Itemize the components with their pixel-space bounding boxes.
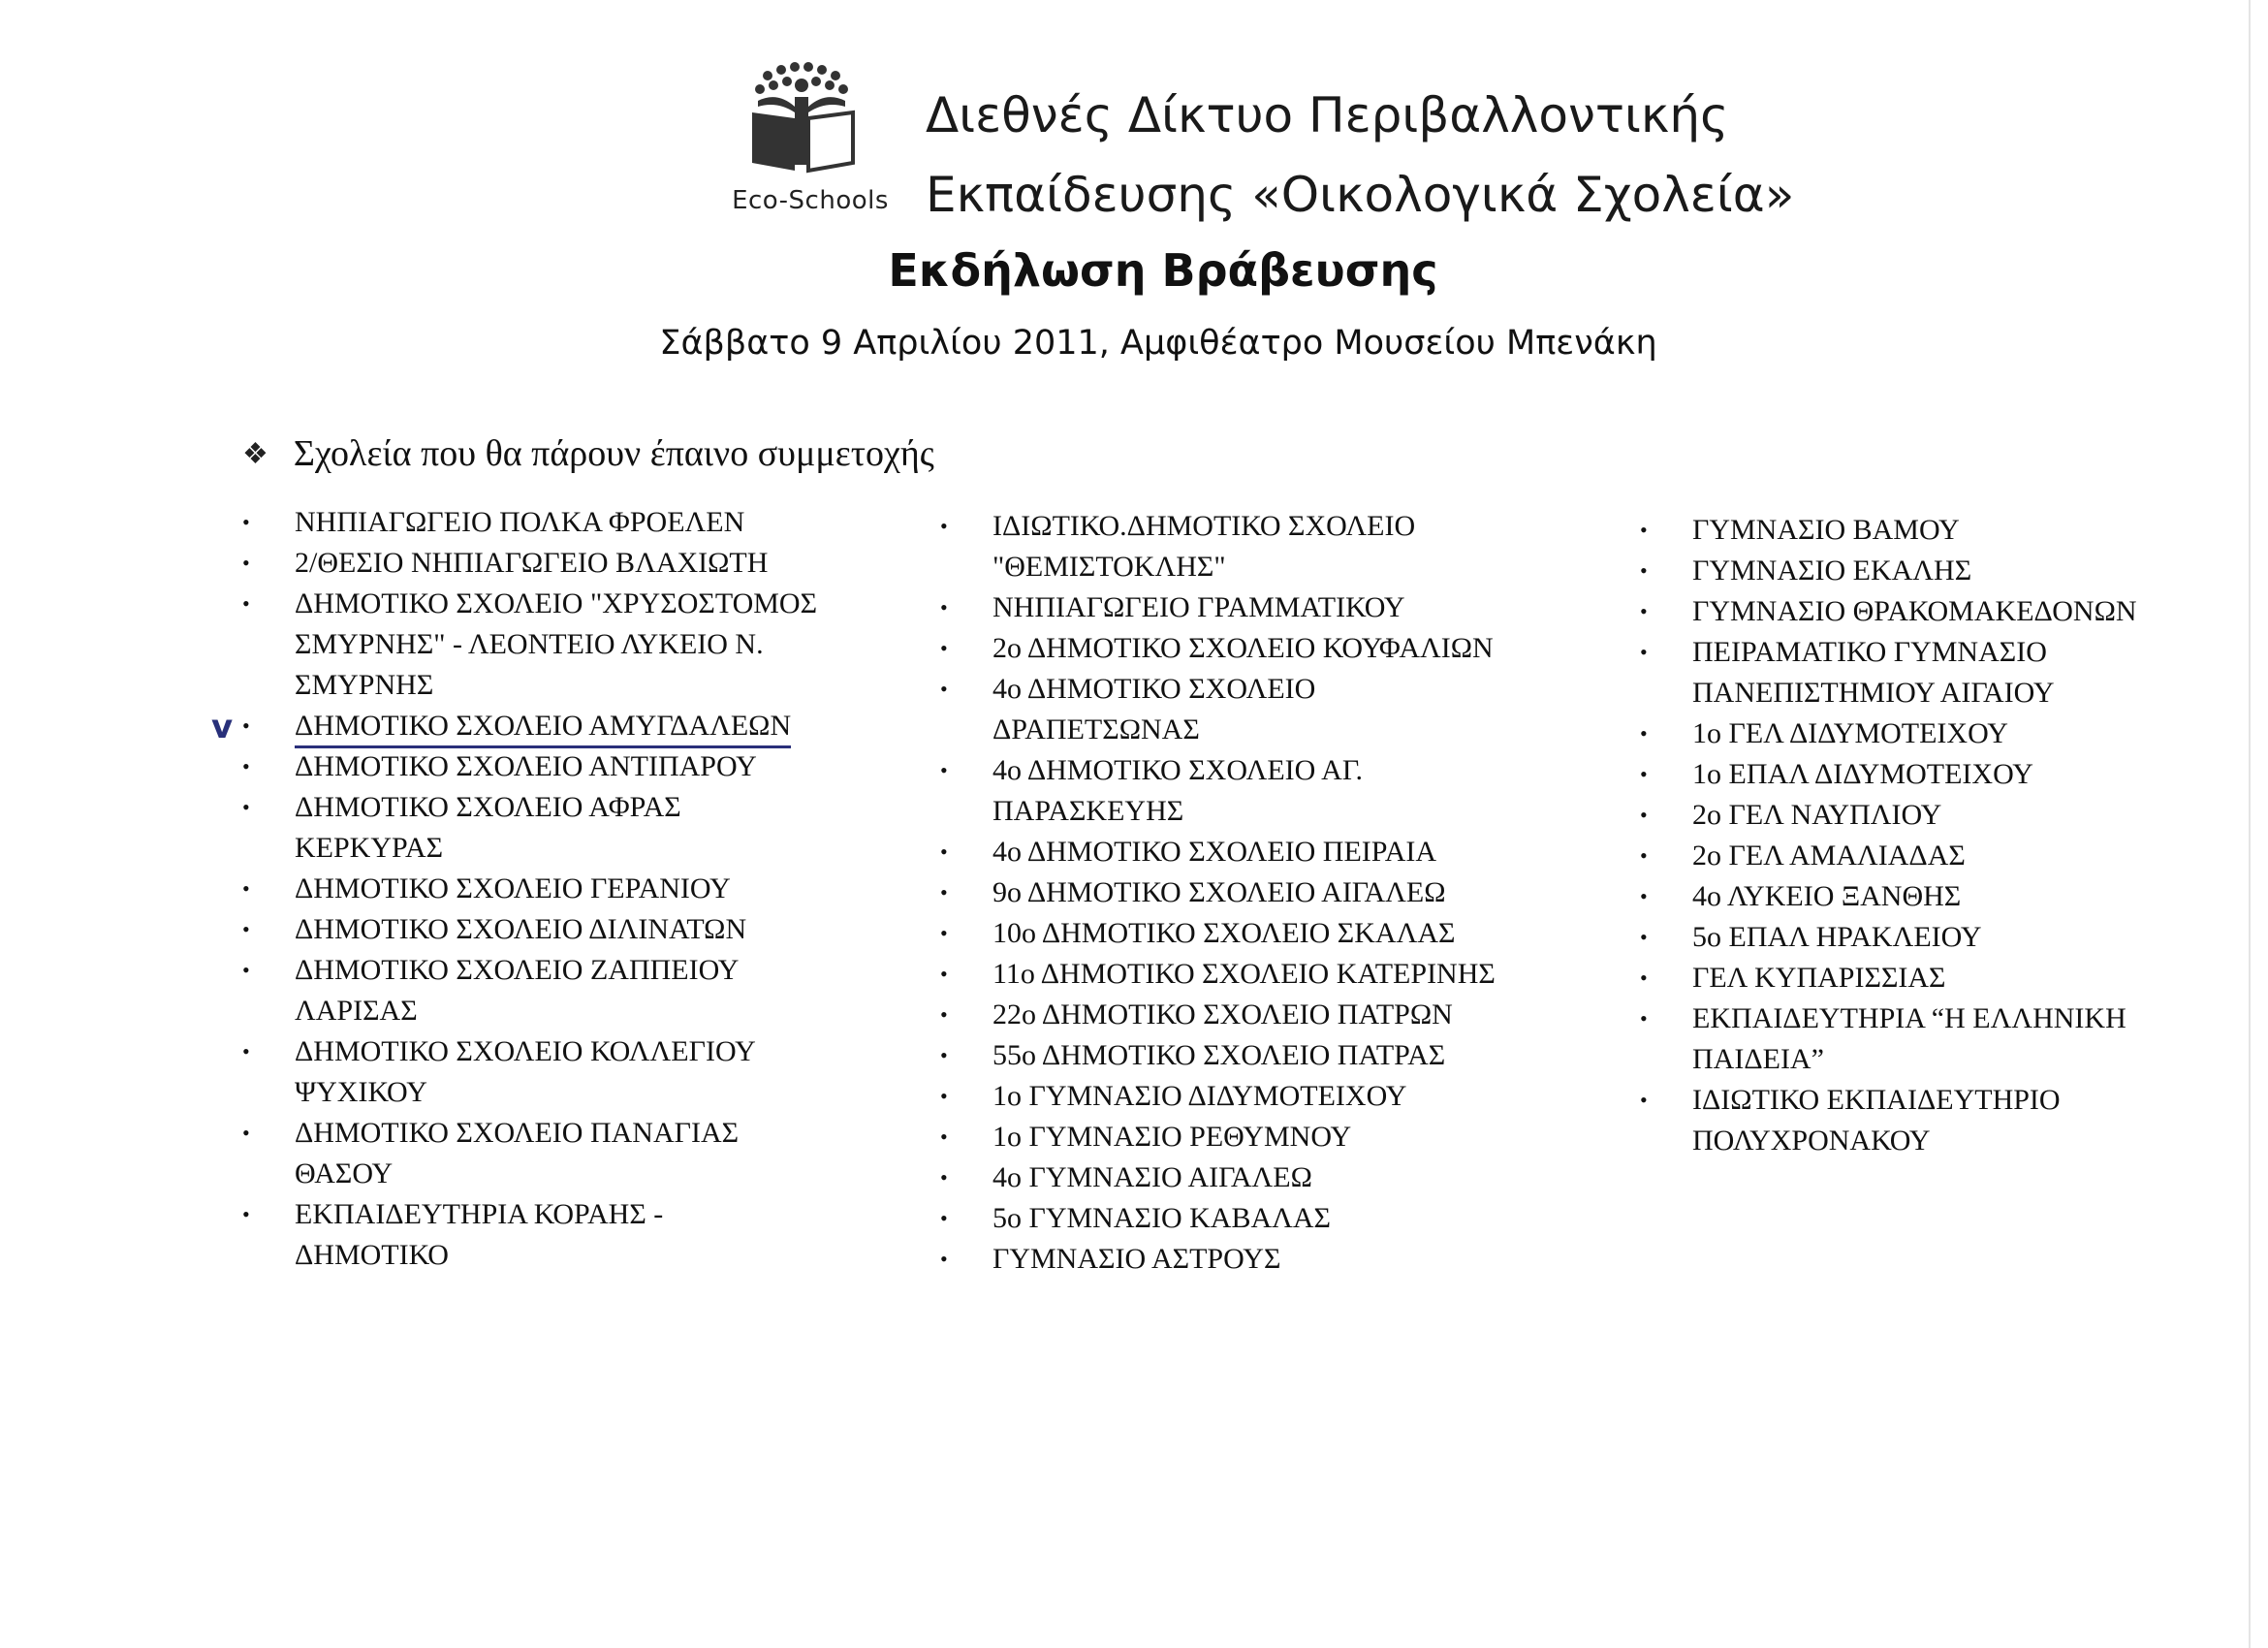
bullet-icon: • <box>1640 884 1648 908</box>
school-name-line: ΝΗΠΙΑΓΩΓΕΙΟ ΓΡΑΜΜΑΤΙΚΟΥ <box>992 591 1405 623</box>
school-list-item <box>940 954 1555 995</box>
bullet-icon: • <box>242 1202 250 1226</box>
school-list-item <box>242 1194 857 1276</box>
school-name-line: 1ο ΓΥΜΝΑΣΙΟ ΔΙΔΥΜΟΤΕΙΧΟΥ <box>992 1080 1407 1112</box>
school-list-item <box>242 543 857 584</box>
school-name-line: ΨΥΧΙΚΟΥ <box>295 1076 427 1108</box>
school-name-line: 5ο ΓΥΜΝΑΣΙΟ ΚΑΒΑΛΑΣ <box>992 1202 1332 1234</box>
school-name-line: ΠΕΙΡΑΜΑΤΙΚΟ ΓΥΜΝΑΣΙΟ <box>1692 636 2047 668</box>
bullet-icon: • <box>1640 640 1648 664</box>
school-name-line: 11ο ΔΗΜΟΤΙΚΟ ΣΧΟΛΕΙΟ ΚΑΤΕΡΙΝΗΣ <box>992 958 1496 990</box>
school-list-item <box>1640 998 2177 1080</box>
school-name-line: 4ο ΓΥΜΝΑΣΙΟ ΑΙΓΑΛΕΩ <box>992 1161 1312 1193</box>
bullet-icon: • <box>1640 1088 1648 1112</box>
school-name-line: ΔΡΑΠΕΤΣΩΝΑΣ <box>992 713 1200 745</box>
bullet-icon: • <box>940 636 948 660</box>
school-name-line: 5ο ΕΠΑΛ ΗΡΑΚΛΕΙΟΥ <box>1692 921 1982 953</box>
bullet-icon: • <box>1640 843 1648 868</box>
bullet-icon: • <box>940 1206 948 1230</box>
school-name-line: ΚΕΡΚΥΡΑΣ <box>295 832 444 864</box>
bullet-icon: • <box>940 840 948 864</box>
bullet-icon: • <box>940 1002 948 1027</box>
schools-column-2 <box>940 506 1555 1280</box>
school-list-item <box>242 706 857 746</box>
school-list-item <box>242 869 857 909</box>
school-list-item <box>242 1031 857 1113</box>
organization-title <box>926 76 1895 235</box>
school-name-line: 9ο ΔΗΜΟΤΙΚΟ ΣΧΟΛΕΙΟ ΑΙΓΑΛΕΩ <box>992 876 1446 908</box>
school-name-line: ΔΗΜΟΤΙΚΟ ΣΧΟΛΕΙΟ ΚΟΛΛΕΓΙΟΥ <box>295 1035 756 1067</box>
school-list-item <box>940 628 1555 669</box>
bullet-icon: • <box>1640 518 1648 542</box>
bullet-icon: • <box>242 876 250 901</box>
schools-column-1 <box>242 502 857 1276</box>
school-name-line: ΠΑΙΔΕΙΑ” <box>1692 1043 1824 1075</box>
section-heading <box>242 432 934 475</box>
school-list-item <box>1640 591 2177 632</box>
bullet-icon: • <box>940 880 948 904</box>
school-name-line: ΣΜΥΡΝΗΣ" - ΛΕΟΝΤΕΙΟ ΛΥΚΕΙΟ Ν. <box>295 628 764 660</box>
school-list-item <box>940 1035 1555 1076</box>
bullet-icon: • <box>242 795 250 819</box>
school-list-item <box>1640 754 2177 795</box>
schools-column-3 <box>1640 510 2177 1161</box>
school-name-line: ΛΑΡΙΣΑΣ <box>295 995 418 1027</box>
bullet-icon: • <box>1640 803 1648 827</box>
school-name-line: ΠΑΡΑΣΚΕΥΗΣ <box>992 795 1184 827</box>
school-name-line: ΝΗΠΙΑΓΩΓΕΙΟ ΠΟΛΚΑ ΦΡΟΕΛΕΝ <box>295 506 745 538</box>
school-name-line: ΔΗΜΟΤΙΚΟ ΣΧΟΛΕΙΟ ΓΕΡΑΝΙΟΥ <box>295 872 731 904</box>
bullet-icon: • <box>242 958 250 982</box>
school-list-item <box>1640 510 2177 551</box>
school-list-item <box>1640 632 2177 713</box>
school-name-line: ΔΗΜΟΤΙΚΟ ΣΧΟΛΕΙΟ ΑΦΡΑΣ <box>295 791 681 823</box>
school-name-line: "ΘΕΜΙΣΤΟΚΛΗΣ" <box>992 551 1226 583</box>
bullet-icon: • <box>242 591 250 616</box>
bullet-icon: • <box>1640 1006 1648 1030</box>
school-name-line: ΣΜΥΡΝΗΣ <box>295 669 434 701</box>
bullet-icon: • <box>1640 762 1648 786</box>
school-name-line: 4ο ΔΗΜΟΤΙΚΟ ΣΧΟΛΕΙΟ ΑΓ. <box>992 754 1364 786</box>
school-list-item <box>940 872 1555 913</box>
school-list-item <box>242 950 857 1031</box>
school-list-item <box>242 746 857 787</box>
school-name-line: ΙΔΙΩΤΙΚΟ.ΔΗΜΟΤΙΚΟ ΣΧΟΛΕΙΟ <box>992 510 1416 542</box>
school-list-item <box>940 506 1555 587</box>
bullet-icon: • <box>1640 721 1648 745</box>
bullet-icon: • <box>242 1121 250 1145</box>
section-title: Σχολεία που θα πάρουν έπαινο συμμετοχής <box>293 433 934 474</box>
school-list-item <box>940 1198 1555 1239</box>
school-name-line: 4ο ΔΗΜΟΤΙΚΟ ΣΧΟΛΕΙΟ <box>992 673 1316 705</box>
event-date: Σάββατο 9 Απριλίου 2011, Αμφιθέατρο Μουσείου Μπενάκη <box>659 324 1657 363</box>
school-name-line: 55ο ΔΗΜΟΤΙΚΟ ΣΧΟΛΕΙΟ ΠΑΤΡΑΣ <box>992 1039 1446 1071</box>
bullet-icon: • <box>940 962 948 986</box>
bullet-icon: • <box>940 677 948 701</box>
school-name-line: 10ο ΔΗΜΟΤΙΚΟ ΣΧΟΛΕΙΟ ΣΚΑΛΑΣ <box>992 917 1456 949</box>
school-name-line: ΕΚΠΑΙΔΕΥΤΗΡΙΑ ΚΟΡΑΗΣ - <box>295 1198 664 1230</box>
school-list-item <box>1640 917 2177 958</box>
school-list-item <box>940 587 1555 628</box>
school-list-item <box>940 669 1555 750</box>
logo-caption: Eco-Schools <box>732 186 889 215</box>
bullet-icon: • <box>1640 966 1648 990</box>
school-list-item <box>1640 551 2177 591</box>
bullet-icon: • <box>242 1039 250 1063</box>
school-name-line: ΔΗΜΟΤΙΚΟ <box>295 1239 449 1271</box>
school-name-line <box>295 706 857 746</box>
school-name-line: ΘΑΣΟΥ <box>295 1157 394 1189</box>
school-name-line: ΔΗΜΟΤΙΚΟ ΣΧΟΛΕΙΟ ΔΙΛΙΝΑΤΩΝ <box>295 913 747 945</box>
bullet-icon: • <box>1640 558 1648 583</box>
school-list-item <box>940 1076 1555 1117</box>
bullet-icon: • <box>940 1084 948 1108</box>
school-name-line: ΔΗΜΟΤΙΚΟ ΣΧΟΛΕΙΟ ΖΑΠΠΕΙΟΥ <box>295 954 740 986</box>
school-list-item <box>940 1117 1555 1157</box>
school-name-line: 1ο ΕΠΑΛ ΔΙΔΥΜΟΤΕΙΧΟΥ <box>1692 758 2033 790</box>
bullet-icon: • <box>242 917 250 941</box>
school-list-item <box>1640 795 2177 836</box>
school-list-item <box>1640 876 2177 917</box>
school-list-item <box>940 995 1555 1035</box>
bullet-icon: • <box>940 514 948 538</box>
school-name-line: ΙΔΙΩΤΙΚΟ ΕΚΠΑΙΔΕΥΤΗΡΙΟ <box>1692 1084 2061 1116</box>
eco-schools-icon <box>739 62 874 178</box>
school-list-item <box>940 1157 1555 1198</box>
school-name-line: 2ο ΓΕΛ ΑΜΑΛΙΑΔΑΣ <box>1692 840 1966 872</box>
handwritten-check-mark: v <box>211 708 234 746</box>
organization-title-line1: Διεθνές Δίκτυο Περιβαλλοντικής <box>926 87 1729 143</box>
school-list-item <box>940 832 1555 872</box>
organization-title-line2: Εκπαίδευσης «Οικολογικά Σχολεία» <box>926 167 1795 223</box>
school-name-line: ΕΚΠΑΙΔΕΥΤΗΡΙΑ “Η ΕΛΛΗΝΙΚΗ <box>1692 1002 2126 1034</box>
school-list-item <box>1640 958 2177 998</box>
school-name-line: ΓΥΜΝΑΣΙΟ ΑΣΤΡΟΥΣ <box>992 1243 1281 1275</box>
school-name-line: ΔΗΜΟΤΙΚΟ ΣΧΟΛΕΙΟ ΑΝΤΙΠΑΡΟΥ <box>295 750 757 782</box>
bullet-icon: • <box>940 921 948 945</box>
school-name-line: ΓΥΜΝΑΣΙΟ ΒΑΜΟΥ <box>1692 514 1960 546</box>
bullet-icon: • <box>940 1043 948 1067</box>
school-name-line: ΔΗΜΟΤΙΚΟ ΣΧΟΛΕΙΟ ΠΑΝΑΓΙΑΣ <box>295 1117 740 1149</box>
school-name-line: ΠΟΛΥΧΡΟΝΑΚΟΥ <box>1692 1125 1931 1157</box>
school-list-item <box>242 787 857 869</box>
bullet-icon: • <box>1640 599 1648 623</box>
bullet-icon: • <box>940 1165 948 1189</box>
school-name-line: ΓΥΜΝΑΣΙΟ ΘΡΑΚΟΜΑΚΕΔΟΝΩΝ <box>1692 595 2137 627</box>
school-list-item <box>242 584 857 706</box>
school-list-item <box>940 750 1555 832</box>
school-list-item <box>1640 1080 2177 1161</box>
school-name-line: 1ο ΓΕΛ ΔΙΔΥΜΟΤΕΙΧΟΥ <box>1692 717 2008 749</box>
event-title: Εκδήλωση Βράβευσης <box>888 244 1438 297</box>
bullet-icon: • <box>1640 925 1648 949</box>
school-list-item <box>1640 836 2177 876</box>
school-name-line: ΓΕΛ ΚΥΠΑΡΙΣΣΙΑΣ <box>1692 962 1946 994</box>
school-list-item <box>940 1239 1555 1280</box>
school-name-line: 1ο ΓΥΜΝΑΣΙΟ ΡΕΘΥΜΝΟΥ <box>992 1121 1352 1153</box>
school-name-line: ΠΑΝΕΠΙΣΤΗΜΙΟΥ ΑΙΓΑΙΟΥ <box>1692 677 2055 709</box>
bullet-icon: • <box>940 595 948 619</box>
school-list-item <box>242 1113 857 1194</box>
bullet-icon: • <box>940 1125 948 1149</box>
school-name-line: 2ο ΓΕΛ ΝΑΥΠΛΙΟΥ <box>1692 799 1942 831</box>
school-name-line: 4ο ΔΗΜΟΤΙΚΟ ΣΧΟΛΕΙΟ ΠΕΙΡΑΙΑ <box>992 836 1437 868</box>
diamond-bullet-icon: ❖ <box>242 437 268 470</box>
school-name-line: 2ο ΔΗΜΟΤΙΚΟ ΣΧΟΛΕΙΟ ΚΟΥΦΑΛΙΩΝ <box>992 632 1494 664</box>
bullet-icon: • <box>242 713 250 738</box>
bullet-icon: • <box>242 551 250 575</box>
school-list-item <box>242 909 857 950</box>
school-name-line: ΓΥΜΝΑΣΙΟ ΕΚΑΛΗΣ <box>1692 555 1972 586</box>
underlined-school-name: ΔΗΜΟΤΙΚΟ ΣΧΟΛΕΙΟ ΑΜΥΓΔΑΛΕΩΝ <box>295 710 791 748</box>
school-list-item <box>1640 713 2177 754</box>
school-name-line: 22ο ΔΗΜΟΤΙΚΟ ΣΧΟΛΕΙΟ ΠΑΤΡΩΝ <box>992 998 1453 1030</box>
bullet-icon: • <box>242 754 250 778</box>
eco-schools-logo <box>717 62 901 227</box>
bullet-icon: • <box>940 1247 948 1271</box>
school-name-line: 2/ΘΕΣΙΟ ΝΗΠΙΑΓΩΓΕΙΟ ΒΛΑΧΙΩΤΗ <box>295 547 769 579</box>
school-name-line: ΔΗΜΟΤΙΚΟ ΣΧΟΛΕΙΟ "ΧΡΥΣΟΣΤΟΜΟΣ <box>295 587 818 619</box>
school-list-item <box>242 502 857 543</box>
school-name-line: 4ο ΛΥΚΕΙΟ ΞΑΝΘΗΣ <box>1692 880 1962 912</box>
bullet-icon: • <box>940 758 948 782</box>
bullet-icon: • <box>242 510 250 534</box>
school-list-item <box>940 913 1555 954</box>
